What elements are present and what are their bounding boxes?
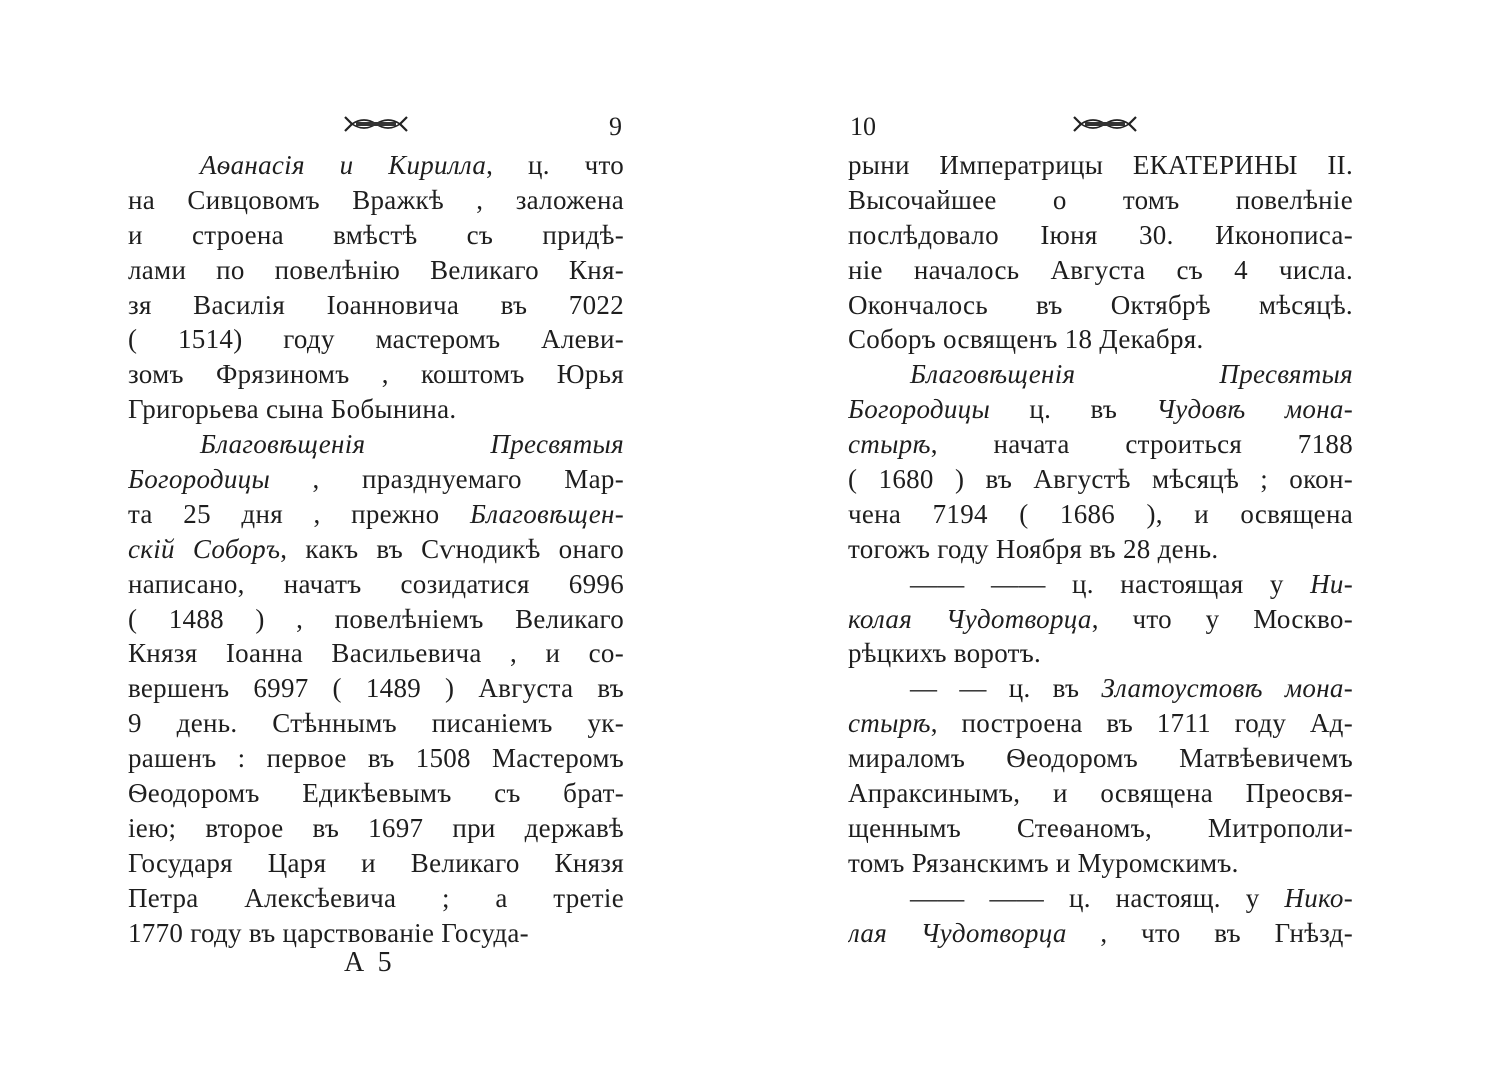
text-line [128, 636, 624, 671]
text-run: ( 1488 ) , повелѣніемъ Великаго [128, 603, 624, 634]
italic-name: Ни- [1310, 568, 1353, 599]
text-run: рашенъ : первое въ 1508 Мастеромъ [128, 743, 624, 774]
text-line [128, 183, 624, 218]
italic-name: Благовѣщенія Пресвятыя [910, 359, 1353, 390]
text-line [128, 218, 624, 253]
text-run: тогожъ году Ноября въ 28 день. [848, 533, 1219, 564]
text-run: ц. въ [990, 394, 1157, 425]
italic-name: лая Чудотворца [848, 917, 1067, 948]
text-run: 9 день. Стѣннымъ писаніемъ ук- [128, 708, 624, 739]
text-line [128, 532, 624, 567]
text-line [128, 357, 624, 392]
ornament-icon [342, 112, 410, 136]
text-line [848, 741, 1353, 776]
italic-name: Благовѣщенія Пресвятыя [200, 429, 624, 460]
text-run: — — ц. въ [910, 673, 1102, 704]
text-line [848, 846, 1353, 881]
text-run: , какъ въ Сѵнодикѣ онаго [280, 533, 624, 564]
italic-name: Аѳанасія и Кирилла [200, 150, 487, 180]
text-run: Петра Алексѣевича ; а третіе [128, 882, 624, 913]
text-line [848, 462, 1353, 497]
text-run: іею; второе въ 1697 при державѣ [128, 812, 624, 843]
page-number: 9 [609, 112, 622, 141]
page-text [848, 148, 1353, 950]
text-run: Григорьева сына Бобынина. [128, 394, 457, 425]
text-run: , построена въ 1711 году Ад- [930, 708, 1353, 739]
text-line [848, 811, 1353, 846]
text-line [128, 776, 624, 811]
text-line [128, 706, 624, 741]
text-run: —— —— ц. настоящ. у [910, 882, 1285, 913]
text-line [128, 602, 624, 637]
text-line [848, 776, 1353, 811]
text-run: , что у Москво- [1091, 603, 1353, 634]
text-line [848, 671, 1353, 706]
text-line [848, 497, 1353, 532]
text-line [128, 462, 624, 497]
text-run: лами по повелѣнію Великаго Кня- [128, 254, 624, 285]
text-run: Ѳеодоромъ Едикѣевымъ съ брат- [128, 778, 624, 809]
italic-name: Богородицы [848, 394, 991, 425]
text-run: на Сивцовомъ Вражкѣ , заложена [128, 184, 624, 215]
text-run: ніе началось Августа съ 4 числа. [848, 254, 1353, 285]
text-line [848, 253, 1353, 288]
text-run: зомъ Фрязиномъ , коштомъ Юрья [128, 359, 624, 390]
italic-name: стырѣ [848, 708, 931, 739]
text-run: зя Василія Іоанновича въ 7022 [128, 289, 624, 320]
text-run: Окончалось въ Октябрѣ мѣсяцѣ. [848, 289, 1353, 320]
italic-name: колая Чудотворца [848, 603, 1092, 634]
text-line [128, 497, 624, 532]
text-run: , начата строиться 7188 [930, 429, 1353, 460]
text-line [848, 532, 1353, 567]
text-line [848, 706, 1353, 741]
text-line [848, 357, 1353, 392]
italic-name: Богородицы [128, 464, 271, 495]
text-line [848, 322, 1353, 357]
text-line [128, 253, 624, 288]
text-line [128, 148, 624, 183]
text-run: рыни Императрицы ЕКАТЕРИНЫ II. [848, 150, 1353, 180]
text-line [128, 322, 624, 357]
text-line [128, 881, 624, 916]
text-line [848, 916, 1353, 951]
text-line [128, 741, 624, 776]
text-run: рѣцкихъ воротъ. [848, 638, 1042, 669]
text-line [128, 846, 624, 881]
text-line [128, 288, 624, 323]
text-run: Высочайшее о томъ повелѣніе [848, 184, 1353, 215]
text-line [848, 392, 1353, 427]
text-line [128, 671, 624, 706]
page-text [128, 148, 624, 950]
text-line [128, 427, 624, 462]
text-run: та 25 дня , прежно [128, 498, 470, 529]
text-run: , что въ Гнѣзд- [1066, 917, 1353, 948]
text-line [128, 567, 624, 602]
italic-name: Чудовѣ мона- [1156, 394, 1353, 425]
italic-name: Нико- [1284, 882, 1353, 913]
text-run: написано, начатъ созидатися 6996 [128, 568, 624, 599]
signature-mark: A 5 [344, 947, 396, 978]
italic-name: Златоустовѣ мона- [1101, 673, 1353, 704]
text-run: , празднуемаго Мар- [270, 464, 624, 495]
text-run: ( 1514) году мастеромъ Алеви- [128, 324, 624, 355]
text-run: —— —— ц. настоящая у [910, 568, 1311, 599]
text-line [848, 427, 1353, 462]
text-run: , ц. что [486, 150, 624, 180]
text-run: и строена вмѣстѣ съ придѣ- [128, 219, 624, 250]
text-line [848, 218, 1353, 253]
text-line [128, 392, 624, 427]
text-line [848, 288, 1353, 323]
text-line [848, 183, 1353, 218]
text-run: вершенъ 6997 ( 1489 ) Августа въ [128, 673, 624, 704]
text-run: Соборъ освященъ 18 Декабря. [848, 324, 1204, 355]
ornament-icon [1071, 112, 1139, 136]
text-line [848, 602, 1353, 637]
italic-name: стырѣ [848, 429, 931, 460]
text-run: щеннымъ Стеѳаномъ, Митрополи- [848, 812, 1353, 843]
italic-name: Благовѣщен- [469, 498, 624, 529]
text-line [128, 811, 624, 846]
text-run: 1770 году въ царствованіе Госуда- [128, 917, 529, 948]
text-run: Апраксинымъ, и освящена Преосвя- [848, 778, 1353, 809]
text-run: чена 7194 ( 1686 ), и освящена [848, 498, 1353, 529]
text-run: томъ Рязанскимъ и Муромскимъ. [848, 847, 1239, 878]
text-run: послѣдовало Іюня 30. Иконописа- [848, 219, 1353, 250]
text-line [848, 148, 1353, 183]
text-run: Государя Царя и Великаго Князя [128, 847, 624, 878]
text-run: ( 1680 ) въ Августѣ мѣсяцѣ ; окон- [848, 464, 1353, 495]
text-line [848, 567, 1353, 602]
text-run: Князя Іоанна Васильевича , и со- [128, 638, 624, 669]
italic-name: скій Соборъ [128, 533, 281, 564]
text-line [848, 636, 1353, 671]
page-number: 10 [850, 112, 876, 141]
text-run: мираломъ Ѳеодоромъ Матвѣевичемъ [848, 743, 1353, 774]
text-line [848, 881, 1353, 916]
